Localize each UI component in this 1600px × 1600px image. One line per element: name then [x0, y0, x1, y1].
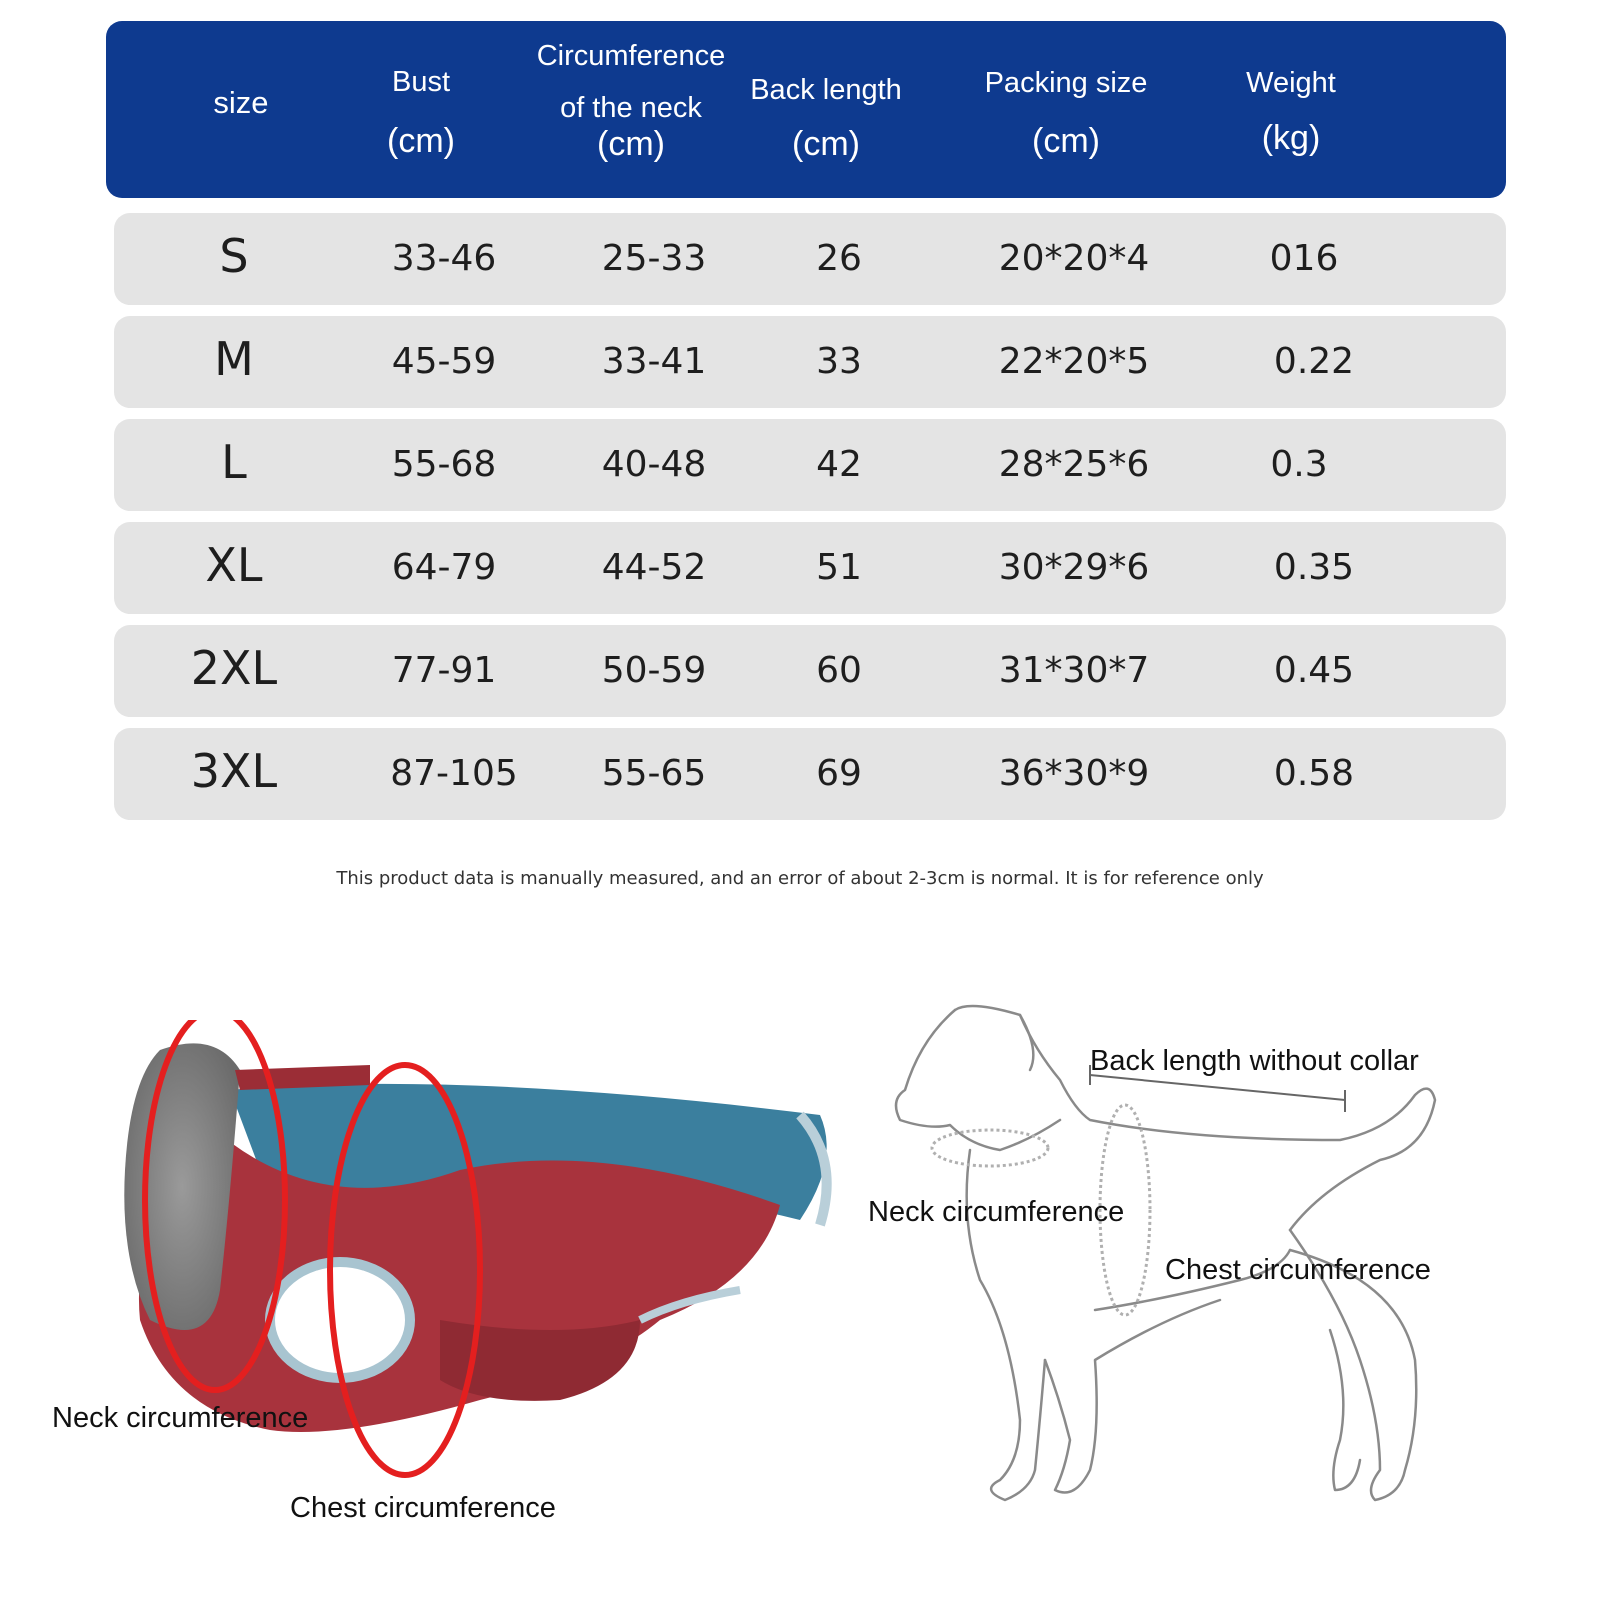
header-bust-unit: (cm)	[387, 122, 455, 160]
header-neck-label: Circumference	[536, 40, 726, 72]
cell-neck: 44-52	[601, 547, 707, 588]
dog-coat-illustration	[40, 1020, 860, 1540]
cell-bust: 33-46	[391, 238, 497, 279]
cell-weight: 016	[1269, 238, 1339, 279]
cell-bust: 45-59	[391, 341, 497, 382]
cell-bust: 77-91	[391, 650, 497, 691]
cell-packing: 22*20*5	[998, 341, 1150, 382]
cell-back: 42	[816, 444, 862, 485]
header-neck-unit: (cm)	[597, 125, 665, 163]
cell-bust: 55-68	[391, 444, 497, 485]
cell-back: 69	[816, 753, 862, 794]
dog-chest-label: Chest circumference	[1165, 1254, 1431, 1286]
measurement-note: This product data is manually measured, and an error of about 2-3cm is normal. It is for reference only	[336, 868, 1264, 889]
header-neck	[526, 21, 736, 198]
header-packing-label: Packing size	[984, 67, 1148, 99]
header-weight-unit: (kg)	[1261, 119, 1321, 157]
header-size-label: size	[213, 85, 269, 120]
header-bust	[361, 21, 481, 198]
coat-neck-label: Neck circumference	[52, 1402, 309, 1434]
table-row	[114, 522, 1506, 614]
header-back-unit: (cm)	[792, 125, 860, 163]
header-weight-label: Weight	[1246, 67, 1336, 99]
cell-back: 60	[816, 650, 862, 691]
cell-neck: 55-65	[601, 753, 707, 794]
cell-packing: 28*25*6	[998, 444, 1150, 485]
cell-weight: 0.45	[1273, 650, 1355, 691]
cell-packing: 30*29*6	[998, 547, 1150, 588]
cell-weight: 0.22	[1273, 341, 1355, 382]
cell-bust: 87-105	[390, 753, 518, 794]
header-packing	[966, 21, 1166, 198]
cell-bust: 64-79	[391, 547, 497, 588]
header-packing-unit: (cm)	[1032, 122, 1100, 160]
cell-size: M	[214, 332, 254, 386]
header-weight	[1221, 21, 1361, 198]
cell-size: XL	[205, 538, 263, 592]
cell-neck: 33-41	[601, 341, 707, 382]
header-size	[176, 21, 306, 198]
header-bust-label: Bust	[391, 66, 451, 98]
cell-packing: 20*20*4	[998, 238, 1150, 279]
cell-back: 26	[816, 238, 862, 279]
coat-chest-label: Chest circumference	[290, 1492, 556, 1524]
table-row	[114, 213, 1506, 305]
cell-size: 3XL	[190, 744, 278, 798]
cell-neck: 40-48	[601, 444, 707, 485]
table-row	[114, 728, 1506, 820]
cell-size: S	[219, 229, 249, 283]
cell-size: 2XL	[190, 641, 278, 695]
cell-weight: 0.35	[1273, 547, 1355, 588]
cell-weight: 0.58	[1273, 753, 1355, 794]
table-row	[114, 316, 1506, 408]
table-row	[114, 625, 1506, 717]
cell-packing: 31*30*7	[998, 650, 1150, 691]
header-back	[736, 21, 916, 198]
cell-neck: 25-33	[601, 238, 707, 279]
header-neck-label-2: of the neck	[560, 92, 702, 124]
cell-back: 51	[816, 547, 862, 588]
cell-back: 33	[816, 341, 862, 382]
cell-size: L	[221, 435, 247, 489]
dog-back-label: Back length without collar	[1090, 1045, 1419, 1077]
table-header	[106, 21, 1506, 198]
dog-neck-label: Neck circumference	[868, 1196, 1125, 1228]
cell-packing: 36*30*9	[998, 753, 1150, 794]
table-row	[114, 419, 1506, 511]
cell-weight: 0.3	[1270, 444, 1328, 485]
header-back-label: Back length	[750, 74, 902, 106]
cell-neck: 50-59	[601, 650, 707, 691]
